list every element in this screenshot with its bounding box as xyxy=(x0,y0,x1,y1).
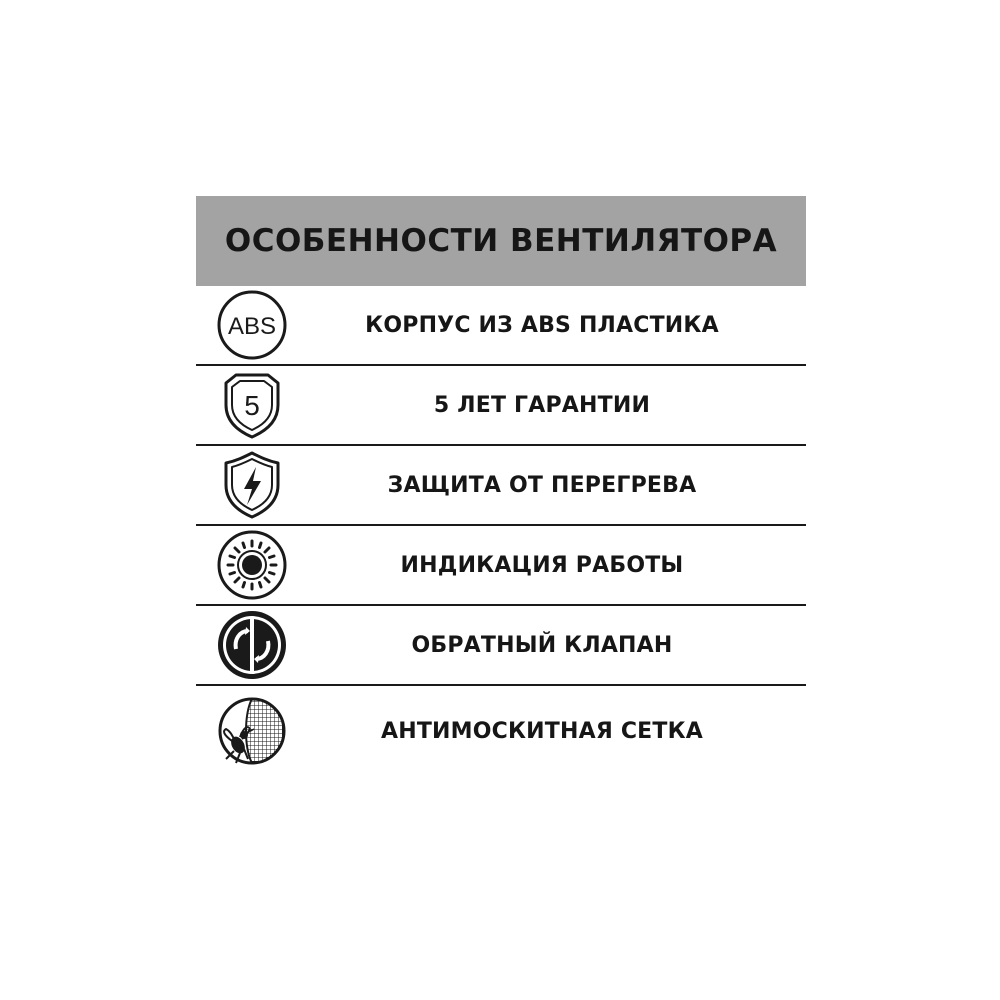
features-header xyxy=(196,196,806,286)
list-item xyxy=(196,366,806,446)
list-item xyxy=(196,606,806,686)
feature-label: 5 ЛЕТ ГАРАНТИИ xyxy=(433,392,651,418)
abs-icon-text: ABS xyxy=(227,313,277,340)
mosquito-net-icon xyxy=(214,693,290,769)
feature-label: ИНДИКАЦИЯ РАБОТЫ xyxy=(400,552,684,578)
feature-label: КОРПУС ИЗ ABS ПЛАСТИКА xyxy=(365,312,719,338)
features-list xyxy=(196,286,806,776)
features-panel xyxy=(196,196,806,776)
list-item xyxy=(196,286,806,366)
list-item xyxy=(196,526,806,606)
feature-label: ЗАЩИТА ОТ ПЕРЕГРЕВА xyxy=(387,472,697,498)
list-item xyxy=(196,686,806,776)
feature-label: АНТИМОСКИТНАЯ СЕТКА xyxy=(380,718,704,744)
shield-lightning-icon xyxy=(220,449,284,521)
check-valve-icon xyxy=(216,609,288,681)
list-item xyxy=(196,446,806,526)
shield-5-icon xyxy=(218,369,286,441)
abs-circle-icon xyxy=(216,289,288,361)
sun-indicator-icon xyxy=(216,529,288,601)
shield-icon-text: 5 xyxy=(244,390,260,421)
feature-label: ОБРАТНЫЙ КЛАПАН xyxy=(411,632,673,658)
page-title: ОСОБЕННОСТИ ВЕНТИЛЯТОРА xyxy=(224,223,778,259)
